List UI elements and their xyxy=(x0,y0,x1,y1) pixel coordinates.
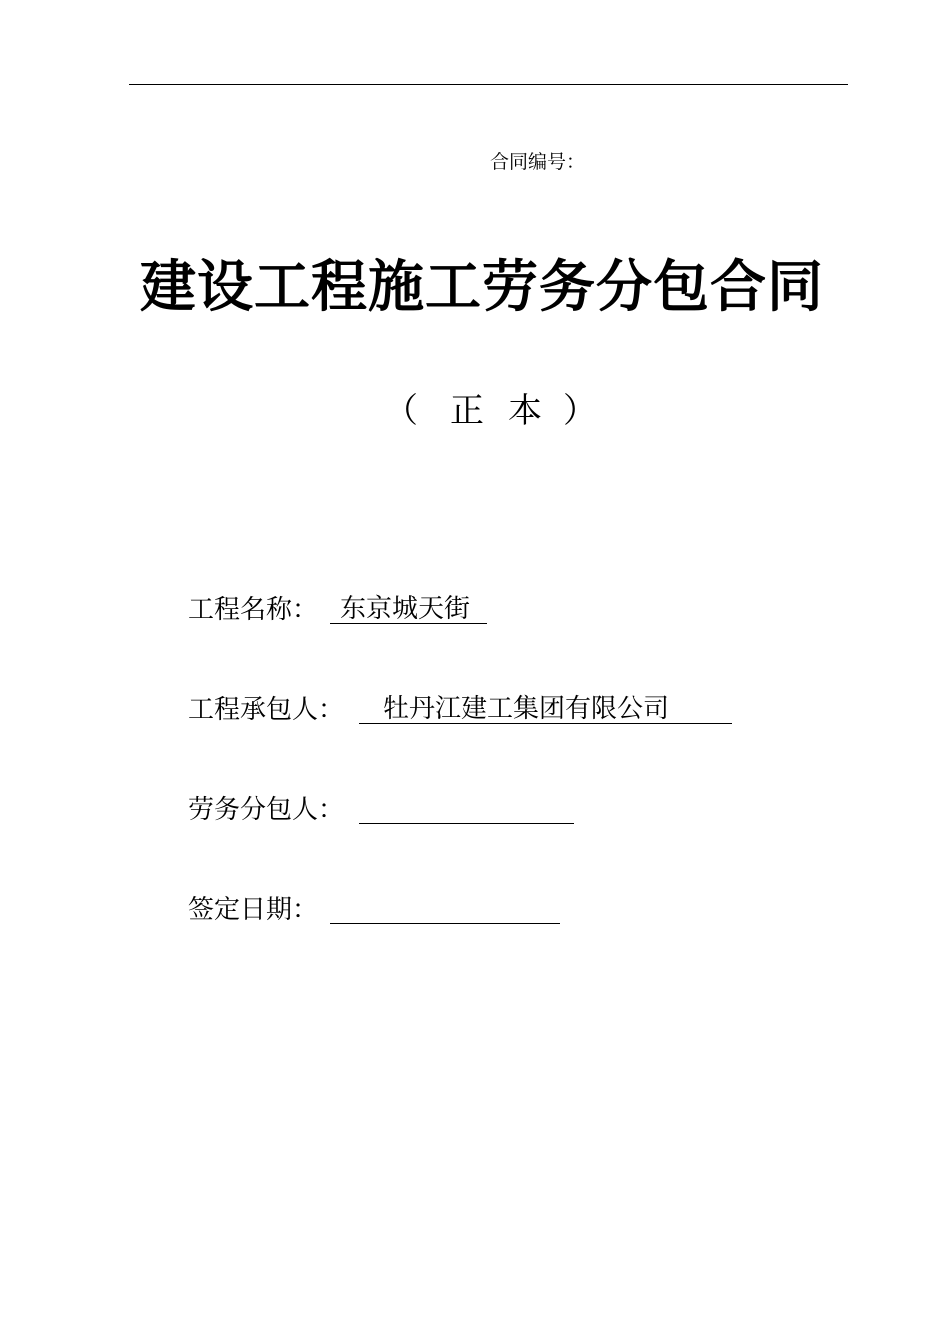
project-name-value: 东京城天街 xyxy=(340,594,471,624)
copy-type-char-1: 正 xyxy=(450,391,484,431)
project-name-blank xyxy=(330,590,487,624)
copy-type-char-2: 本 xyxy=(508,391,542,431)
contractor-label: 工程承包人： xyxy=(188,695,345,725)
labor-subcontractor-blank xyxy=(359,790,574,824)
labor-subcontractor-label: 劳务分包人： xyxy=(188,795,345,825)
signing-date-label: 签定日期： xyxy=(188,895,319,925)
project-name-label: 工程名称： xyxy=(188,595,319,625)
copy-type-close-paren: ） xyxy=(563,391,597,431)
copy-type-open-paren: （ xyxy=(384,391,418,431)
contract-number-label: 合同编号： xyxy=(490,151,586,173)
contractor-blank xyxy=(359,690,732,724)
document-title: 建设工程施工劳务分包合同 xyxy=(140,255,824,320)
contractor-value: 牡丹江建工集团有限公司 xyxy=(383,694,670,724)
signing-date-blank xyxy=(330,890,560,924)
header-rule xyxy=(129,84,848,85)
